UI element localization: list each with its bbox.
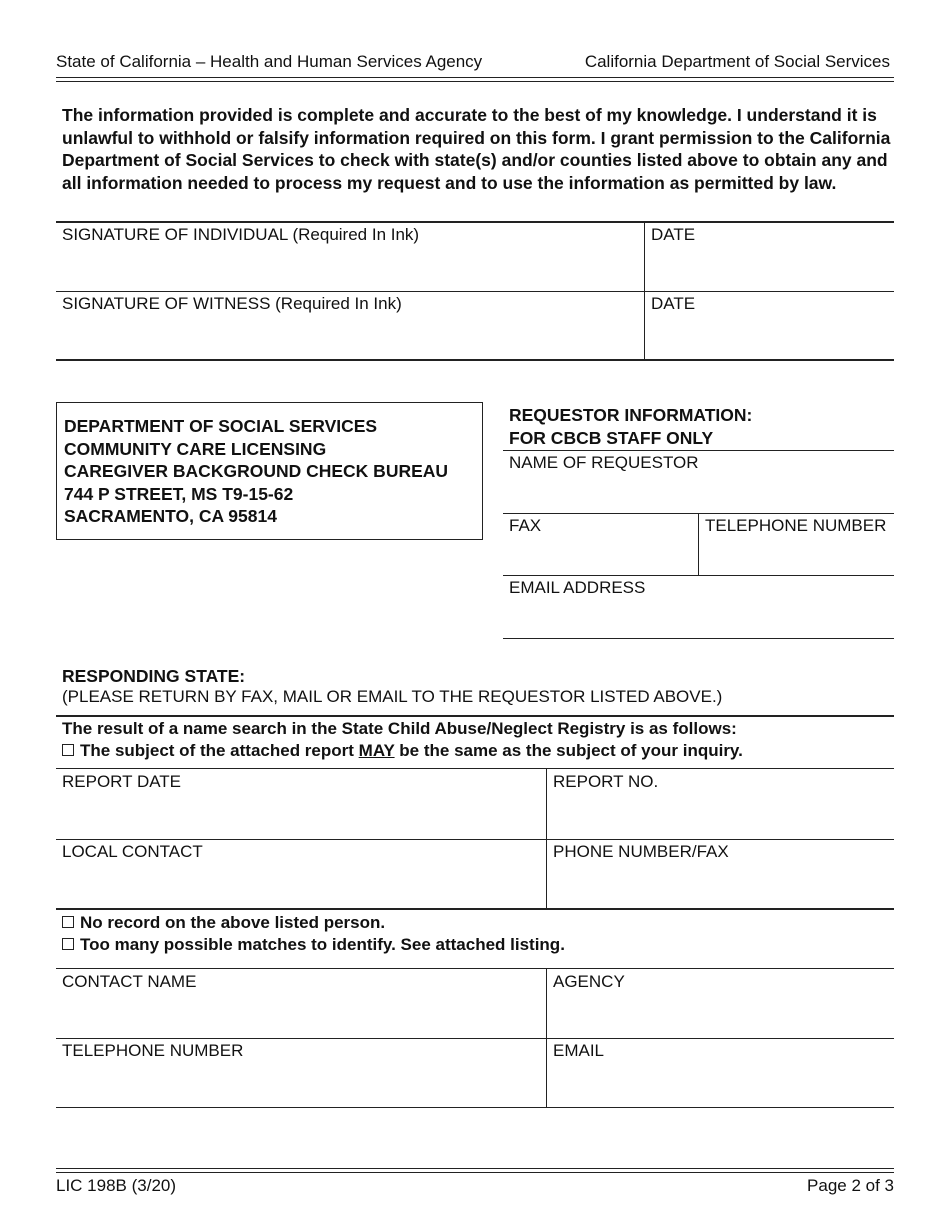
option-may-match[interactable] [62,741,743,761]
contact-table-bottom [56,1107,894,1108]
footer-rule-top [56,1168,894,1169]
requestor-fax-phone-divider [698,514,699,575]
results-rule-top [56,715,894,717]
contact-table-top [56,968,894,969]
requestor-name-field[interactable]: NAME OF REQUESTOR [509,453,699,472]
requestor-title: REQUESTOR INFORMATION: [509,405,753,425]
report-col-divider [546,769,547,908]
responding-state-title: RESPONDING STATE: [62,666,246,686]
header-agency: State of California – Health and Human Services Agency [56,52,483,71]
too-many-text: Too many possible matches to identify. See attached listing. [80,935,565,954]
address-line-2: COMMUNITY CARE LICENSING [64,438,327,459]
signature-individual-field[interactable]: SIGNATURE OF INDIVIDUAL (Required In Ink) [62,225,420,244]
may-match-emphasis: MAY [358,741,395,760]
may-match-text-before: The subject of the attached report [80,741,359,760]
contact-email-field[interactable]: EMAIL [553,1041,605,1060]
report-table-top [56,768,894,769]
certification-text: The information provided is complete and accurate to the best of my knowledge. I understand it is unlawful to withhold or falsify information required on this form. I grant permission to the California Department of Social Services to check with state(s) and/or counties listed above to obtain any and all information needed to process my request and to use the information as permitted by law. [62,105,891,193]
agency-field[interactable]: AGENCY [553,972,625,991]
requestor-rule-1 [503,450,894,451]
signature-col-divider [644,222,645,360]
signature-row-divider [56,291,894,292]
requestor-subtitle: FOR CBCB STAFF ONLY [509,427,714,448]
mailing-address-box [56,402,483,540]
option-too-many[interactable] [62,935,565,955]
requestor-email-field[interactable]: EMAIL ADDRESS [509,578,646,597]
may-match-text-after: be the same as the subject of your inquiry. [394,741,743,760]
report-table-bottom [56,908,894,910]
requestor-rule-3 [503,575,894,576]
no-record-text: No record on the above listed person. [80,913,386,932]
report-row-divider [56,839,894,840]
signature-individual-date-field[interactable]: DATE [651,225,696,244]
signature-table-top [56,221,894,223]
address-line-1: DEPARTMENT OF SOCIAL SERVICES [64,416,378,436]
option-no-record[interactable] [62,913,385,933]
signature-witness-date-field[interactable]: DATE [651,294,696,313]
address-line-5: SACRAMENTO, CA 95814 [64,506,277,526]
no-record-checkbox[interactable] [62,916,74,928]
requestor-fax-field[interactable]: FAX [509,516,542,535]
signature-witness-field[interactable]: SIGNATURE OF WITNESS (Required In Ink) [62,294,402,313]
form-id: LIC 198B (3/20) [56,1176,177,1195]
may-match-checkbox[interactable] [62,744,74,756]
contact-name-field[interactable]: CONTACT NAME [62,972,197,991]
footer-rule-bottom [56,1172,894,1173]
too-many-checkbox[interactable] [62,938,74,950]
header-department: California Department of Social Services [584,52,890,71]
header-rule-top [56,77,894,78]
address-line-4: 744 P STREET, MS T9-15-62 [64,483,294,504]
address-line-3: CAREGIVER BACKGROUND CHECK BUREAU [64,461,449,481]
local-contact-field[interactable]: LOCAL CONTACT [62,842,203,861]
phone-fax-field[interactable]: PHONE NUMBER/FAX [553,842,729,861]
responding-state-instructions: (PLEASE RETURN BY FAX, MAIL OR EMAIL TO THE REQUESTOR LISTED ABOVE.) [62,687,723,706]
report-date-field[interactable]: REPORT DATE [62,772,182,791]
contact-telephone-field[interactable]: TELEPHONE NUMBER [62,1041,244,1060]
results-intro: The result of a name search in the State Child Abuse/Neglect Registry is as follows: [62,719,737,738]
requestor-telephone-field[interactable]: TELEPHONE NUMBER [705,516,887,535]
signature-table-bottom [56,359,894,361]
page-number: Page 2 of 3 [807,1176,894,1195]
contact-col-divider [546,969,547,1107]
header-rule-bottom [56,81,894,82]
contact-row-divider [56,1038,894,1039]
requestor-rule-4 [503,638,894,639]
report-number-field[interactable]: REPORT NO. [553,772,659,791]
